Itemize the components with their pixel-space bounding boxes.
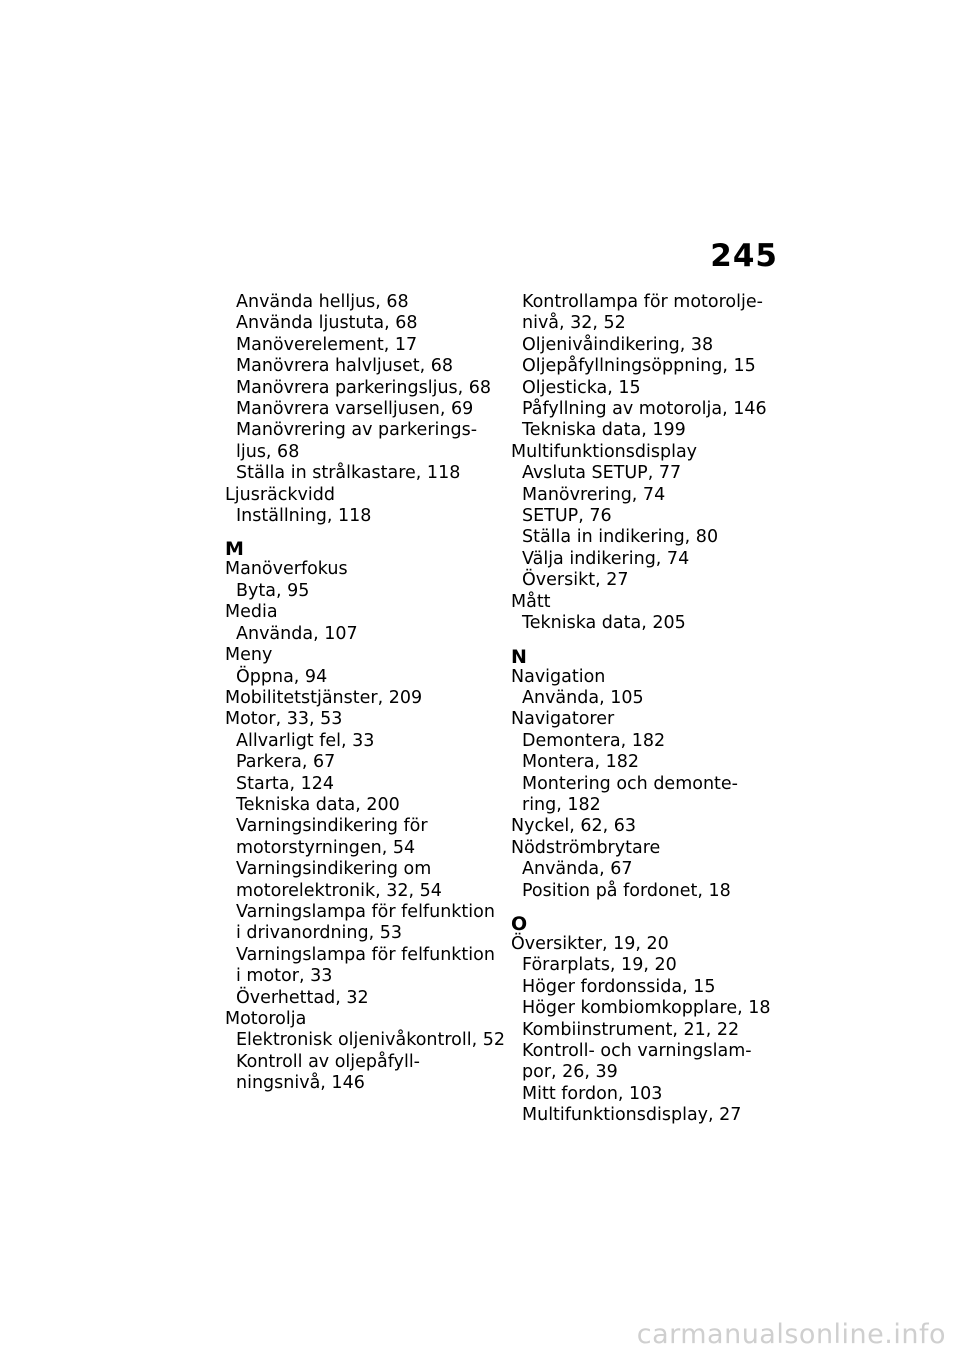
index-subentry: Använda, 67: [522, 859, 633, 880]
index-letter-heading: O: [511, 912, 528, 935]
index-subentry: Elektronisk oljenivåkontroll, 52: [236, 1030, 506, 1051]
index-subentry: Överhettad, 32: [236, 987, 369, 1008]
index-subentry: Manövrera halvljuset, 68: [236, 356, 454, 377]
index-subentry: Höger fordonssida, 15: [522, 976, 716, 997]
index-subentry: Avsluta SETUP, 77: [522, 463, 682, 484]
index-subentry: Demontera, 182: [522, 730, 666, 751]
index-subentry: Allvarligt fel, 33: [236, 730, 375, 751]
index-subentry: Höger kombiomkopplare, 18: [522, 998, 771, 1019]
index-subentry: Använda ljustuta, 68: [236, 313, 418, 334]
index-subentry: Multifunktionsdisplay, 27: [522, 1105, 742, 1126]
index-subentry: ningsnivå, 146: [236, 1073, 365, 1094]
index-subentry: Påfyllning av motorolja, 146: [522, 399, 767, 420]
index-subentry: Oljenivåindikering, 38: [522, 334, 714, 355]
index-entry: Mått: [511, 591, 551, 612]
index-column-left: [225, 292, 510, 1095]
index-subentry: Montera, 182: [522, 752, 639, 773]
index-entry: Media: [225, 602, 278, 623]
index-subentry: Kombiinstrument, 21, 22: [522, 1019, 740, 1040]
index-subentry: Byta, 95: [236, 580, 310, 601]
index-subentry: Manövrering av parkerings-: [236, 420, 478, 441]
index-subentry: Manöverelement, 17: [236, 334, 418, 355]
index-subentry: Tekniska data, 199: [522, 420, 686, 441]
index-entry: Motor, 33, 53: [225, 709, 343, 730]
index-entry: Manöverfokus: [225, 559, 348, 580]
index-subentry: Tekniska data, 205: [522, 613, 686, 634]
index-subentry: Parkera, 67: [236, 752, 336, 773]
index-subentry: Mitt fordon, 103: [522, 1083, 663, 1104]
index-entry: Mobilitetstjänster, 209: [225, 687, 423, 708]
index-subentry: Manövrering, 74: [522, 484, 666, 505]
index-subentry: Varningslampa för felfunktion: [236, 901, 495, 922]
index-subentry: Montering och demonte-: [522, 773, 738, 794]
index-subentry: Varningsindikering om: [236, 859, 432, 880]
index-subentry: Öppna, 94: [236, 666, 328, 687]
index-subentry: ring, 182: [522, 794, 601, 815]
index-entry: Multifunktionsdisplay: [511, 441, 698, 462]
index-subentry: ljus, 68: [236, 441, 300, 462]
index-subentry: Inställning, 118: [236, 506, 372, 527]
index-subentry: Tekniska data, 200: [236, 794, 400, 815]
index-subentry: i motor, 33: [236, 966, 333, 987]
index-entry: Motorolja: [225, 1009, 307, 1029]
index-subentry: Kontroll- och varningslam-: [522, 1041, 752, 1061]
index-subentry: Oljepåfyllningsöppning, 15: [522, 356, 756, 377]
index-subentry: Starta, 124: [236, 773, 335, 794]
index-subentry: Förarplats, 19, 20: [522, 955, 677, 976]
index-subentry: Använda, 107: [236, 623, 358, 644]
index-letter-heading: M: [225, 538, 244, 561]
index-entry: Navigation: [511, 666, 606, 687]
index-subentry: motorstyrningen, 54: [236, 837, 416, 858]
index-entry: Navigatorer: [511, 709, 615, 730]
index-subentry: Använda helljus, 68: [236, 292, 409, 312]
index-subentry: Oljesticka, 15: [522, 377, 641, 398]
index-subentry: Ställa in indikering, 80: [522, 527, 719, 548]
index-subentry: por, 26, 39: [522, 1062, 618, 1083]
index-letter-heading: N: [511, 645, 527, 668]
index-subentry: Position på fordonet, 18: [522, 880, 731, 901]
index-subentry: SETUP, 76: [522, 506, 612, 527]
index-subentry: Varningslampa för felfunktion: [236, 944, 495, 965]
index-entry: Översikter, 19, 20: [511, 933, 669, 954]
index-subentry: Kontroll av oljepåfyll-: [236, 1051, 420, 1072]
index-subentry: i drivanordning, 53: [236, 923, 403, 944]
index-subentry: Använda, 105: [522, 687, 644, 708]
index-entry: Meny: [225, 645, 273, 666]
index-entry: Ljusräckvidd: [225, 484, 335, 505]
index-subentry: Välja indikering, 74: [522, 548, 690, 569]
watermark: carmanualsonline.info: [636, 1319, 946, 1350]
index-column-right: [511, 292, 796, 1127]
index-subentry: Varningsindikering för: [236, 816, 428, 837]
index-subentry: nivå, 32, 52: [522, 313, 626, 334]
index-subentry: Manövrera parkeringsljus, 68: [236, 377, 492, 398]
page-number: 245: [710, 238, 778, 274]
index-subentry: Översikt, 27: [522, 570, 629, 591]
index-subentry: Ställa in strålkastare, 118: [236, 463, 461, 484]
index-subentry: motorelektronik, 32, 54: [236, 880, 442, 901]
index-subentry: Kontrollampa för motorolje-: [522, 292, 763, 312]
index-entry: Nödströmbrytare: [511, 837, 661, 858]
index-subentry: Manövrera varselljusen, 69: [236, 399, 474, 420]
index-entry: Nyckel, 62, 63: [511, 816, 636, 837]
